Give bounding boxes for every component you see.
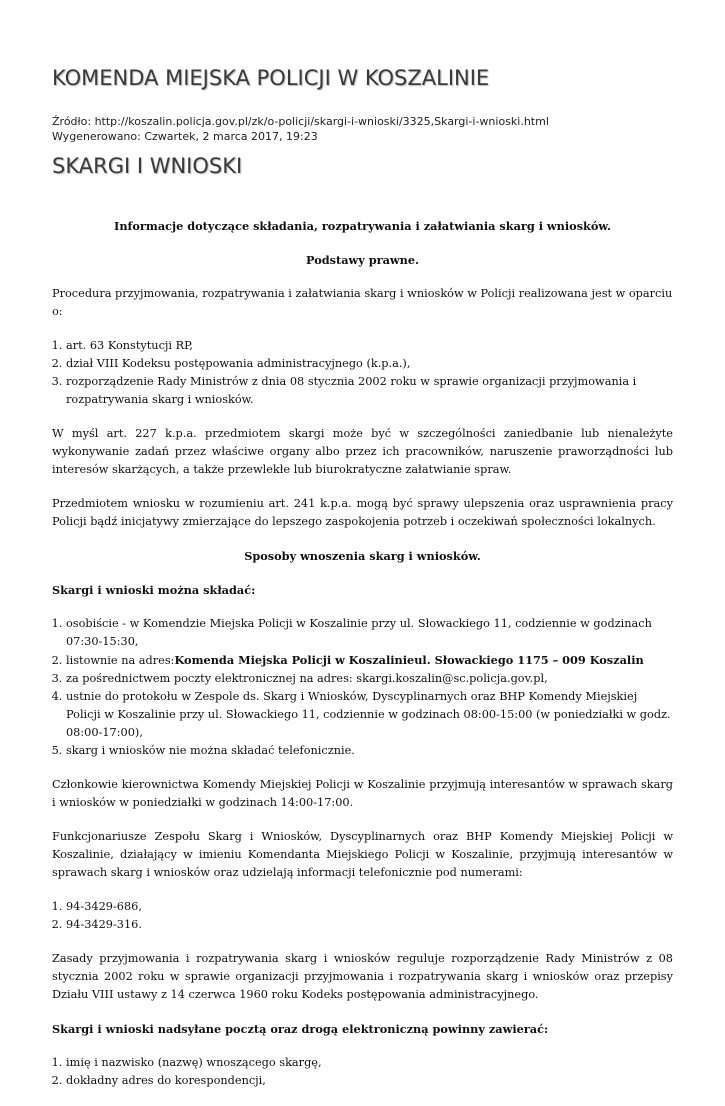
generated-date: Wygenerowano: Czwartek, 2 marca 2017, 19:23	[52, 130, 318, 143]
rules-paragraph: Zasady przyjmowania i rozpatrywania skarg i wniosków reguluje rozporządzenie Rady Ministrów z 08 stycznia 2002 roku w sprawie organizacji przyjmowania i rozpatrywania skarg i wniosków oraz przepisy Działu VIII ustawy z 14 czerwca 1960 roku Kodeks postępowania administracyjnego.	[52, 952, 673, 1001]
list-item: 1. art. 63 Konstytucji RP,	[66, 337, 673, 355]
phone-list	[52, 898, 673, 934]
organization-title: KOMENDA MIEJSKA POLICJI W KOSZALINIE	[52, 66, 490, 90]
legal-basis-list	[52, 337, 673, 409]
address-prefix: listownie na adres:	[66, 654, 175, 667]
intro-paragraph: Procedura przyjmowania, rozpatrywania i załatwiania skarg i wniosków w Policji realizowana jest w oparciu o:	[52, 287, 673, 318]
document-meta	[52, 114, 549, 144]
submit-methods-list	[52, 615, 673, 760]
complaint-paragraph: W myśl art. 227 k.p.a. przedmiotem skargi może być w szczególności zaniedbanie lub nienależyte wykonywanie zadań przez właściwe organy albo przez ich pracowników, naruszenie praworządności lub interesów skarżących, a także przewlekłe lub biurokratyczne załatwianie spraw.	[52, 427, 673, 476]
list-item: 2. 94-3429-316.	[66, 916, 673, 934]
list-item: 5. skarg i wniosków nie można składać telefonicznie.	[66, 742, 673, 760]
heading-submit: Skargi i wnioski można składać:	[52, 583, 256, 597]
contents-list	[52, 1054, 673, 1090]
request-paragraph: Przedmiotem wniosku w rozumieniu art. 241 k.p.a. mogą być sprawy ulepszenia oraz usprawnienia pracy Policji bądź inicjatywy zmierzające do lepszego zaspokojenia potrzeb i oczekiwań społeczności lokalnych.	[52, 497, 673, 528]
section-title: SKARGI I WNIOSKI	[52, 154, 243, 178]
list-item: 3. rozporządzenie Rady Ministrów z dnia 08 stycznia 2002 roku w sprawie organizacji przyjmowania i rozpatrywania skarg i wniosków.	[66, 373, 673, 409]
list-item: 2. dział VIII Kodeksu postępowania administracyjnego (k.p.a.),	[66, 355, 673, 373]
management-paragraph: Członkowie kierownictwa Komendy Miejskiej Policji w Koszalinie przyjmują interesantów w sprawach skarg i wniosków w poniedziałki w godzinach 14:00-17:00.	[52, 778, 673, 809]
heading-info: Informacje dotyczące składania, rozpatrywania i załatwiania skarg i wniosków.	[114, 219, 611, 233]
list-item: 3. za pośrednictwem poczty elektronicznej na adres: skargi.koszalin@sc.policja.gov.pl,	[66, 670, 673, 688]
list-item: 1. osobiście - w Komendzie Miejska Policji w Koszalinie przy ul. Słowackiego 11, codziennie w godzinach 07:30-15:30,	[66, 615, 673, 651]
heading-contents: Skargi i wnioski nadsyłane pocztą oraz drogą elektroniczną powinny zawierać:	[52, 1022, 549, 1036]
list-item: 1. 94-3429-686,	[66, 898, 673, 916]
address-bold: Komenda Miejska Policji w Koszalinieul. Słowackiego 1175 – 009 Koszalin	[174, 653, 644, 667]
article-content	[52, 217, 673, 1106]
list-item: 4. ustnie do protokołu w Zespole ds. Skarg i Wniosków, Dyscyplinarnych oraz BHP Komendy Miejskiej Policji w Koszalinie przy ul. Słowackiego 11, codziennie w godzinach 08:00-15:00 (w poniedziałki w godz. 08:00-17:00),	[66, 688, 673, 742]
list-item: 2. dokładny adres do korespondencji,	[66, 1072, 673, 1090]
officers-paragraph: Funkcjonariusze Zespołu Skarg i Wniosków, Dyscyplinarnych oraz BHP Komendy Miejskiej Policji w Koszalinie, działający w imieniu Komendanta Miejskiego Policji w Koszalinie, przyjmują interesantów w sprawach skarg i wniosków oraz udzielają informacji telefonicznie pod numerami:	[52, 830, 673, 879]
source-url: Źródło: http://koszalin.policja.gov.pl/zk/o-policji/skargi-i-wnioski/3325,Skargi-i-wnioski.html	[52, 115, 549, 128]
heading-methods: Sposoby wnoszenia skarg i wniosków.	[244, 549, 481, 563]
list-item: 1. imię i nazwisko (nazwę) wnoszącego skargę,	[66, 1054, 673, 1072]
list-item	[66, 651, 673, 670]
heading-legal: Podstawy prawne.	[306, 253, 419, 267]
